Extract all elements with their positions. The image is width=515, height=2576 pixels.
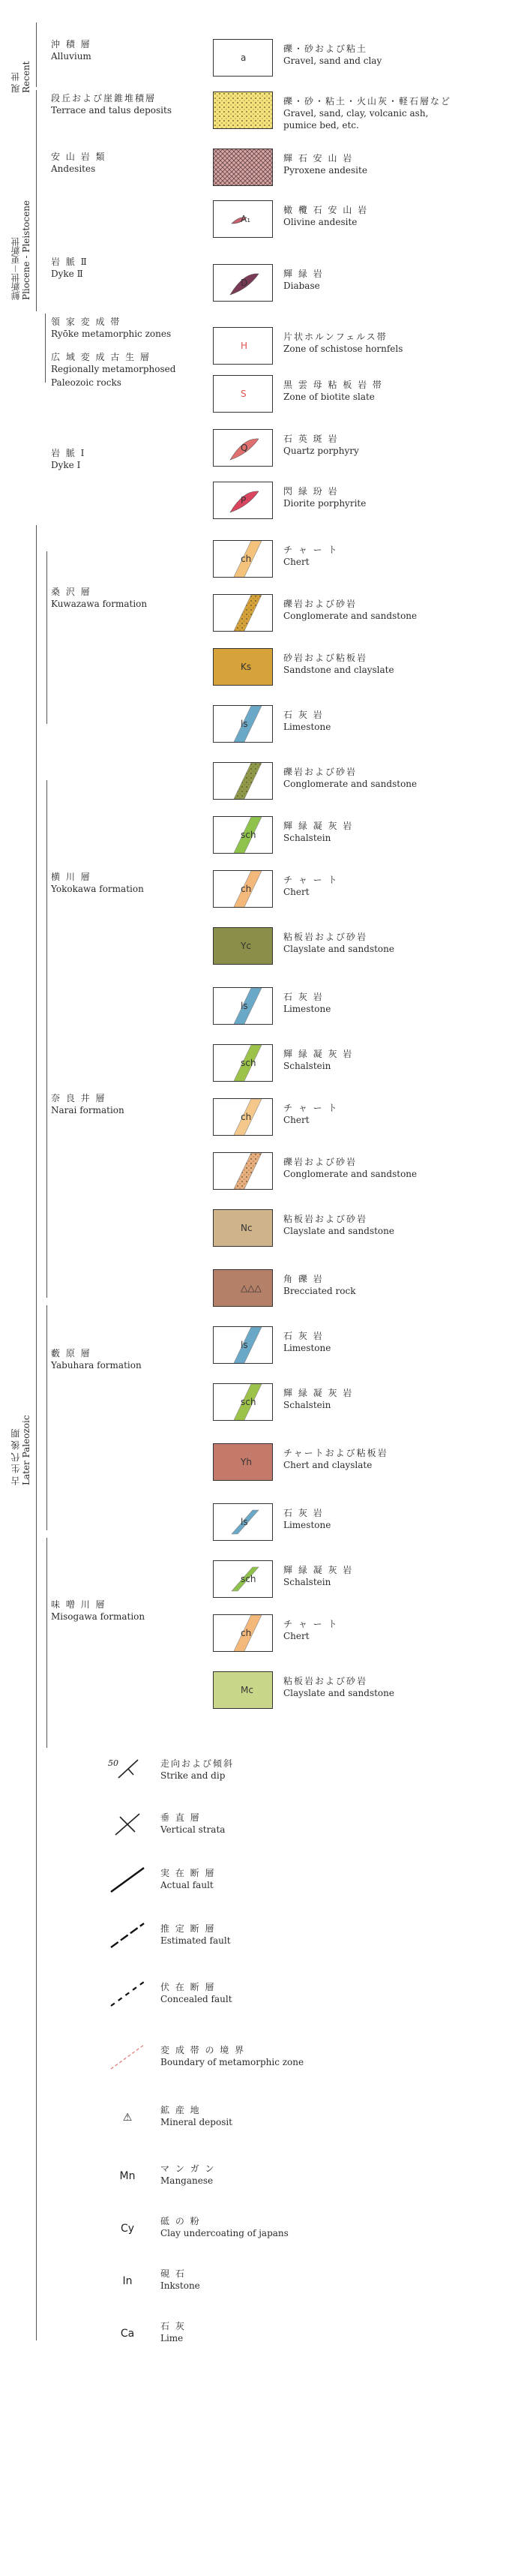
unit-en-narai: Narai formation bbox=[51, 1105, 124, 1115]
legend-desc-jp: 輝 石 安 山 岩 bbox=[283, 153, 354, 164]
unit-jp-kuwazawa: 桑 沢 層 bbox=[51, 587, 91, 597]
symbol-desc-en: Clay undercoating of japans bbox=[160, 2228, 289, 2238]
symbol-graphic bbox=[105, 1979, 150, 2009]
legend-desc-jp: チ ャ ー ト bbox=[283, 1103, 339, 1113]
legend-desc-jp: 橄 欖 石 安 山 岩 bbox=[283, 205, 369, 215]
era-label-recent bbox=[10, 26, 31, 93]
symbol-graphic bbox=[105, 1920, 150, 1950]
legend-desc-en: Limestone bbox=[283, 1343, 331, 1353]
symbol-label: Cy bbox=[120, 2223, 135, 2235]
legend-desc-jp: 輝 緑 凝 灰 岩 bbox=[283, 821, 354, 831]
symbol-desc-jp: 硯 石 bbox=[160, 2268, 186, 2279]
unit-jp-regmeta: 広 域 変 成 古 生 層 bbox=[51, 352, 151, 362]
legend-swatch bbox=[213, 927, 273, 965]
symbol-desc-jp: 変 成 帯 の 境 界 bbox=[160, 2045, 246, 2055]
legend-swatch bbox=[213, 1044, 273, 1082]
legend-desc-en: Chert bbox=[283, 887, 310, 897]
symbol-desc-en: Estimated fault bbox=[160, 1935, 231, 1946]
symbol-desc-jp: 垂 直 層 bbox=[160, 1812, 201, 1823]
legend-swatch bbox=[213, 870, 273, 908]
legend-desc-en: Conglomerate and sandstone bbox=[283, 779, 418, 789]
legend-desc-jp: チ ャ ー ト bbox=[283, 545, 339, 555]
swatch-code: Nc bbox=[241, 1223, 253, 1233]
legend-swatch bbox=[213, 375, 273, 413]
era-label-plio bbox=[10, 98, 31, 300]
legend-swatch bbox=[213, 1152, 273, 1190]
symbol-desc-en: Mineral deposit bbox=[160, 2117, 233, 2127]
legend-desc-jp: 閃 緑 玢 岩 bbox=[283, 486, 339, 497]
legend-swatch bbox=[213, 816, 273, 854]
group-brace bbox=[36, 525, 37, 2340]
symbol-label: Mn bbox=[119, 2170, 136, 2182]
legend-swatch bbox=[213, 39, 273, 77]
swatch-code: ls bbox=[241, 1340, 248, 1350]
legend-swatch bbox=[213, 1443, 273, 1481]
legend-swatch bbox=[213, 705, 273, 743]
legend-desc-en: Clayslate and sandstone bbox=[283, 1226, 394, 1236]
symbol-estimated-fault-icon bbox=[105, 1920, 150, 1950]
unit-en2-regmeta: Paleozoic rocks bbox=[51, 377, 121, 388]
fault-line bbox=[111, 1868, 144, 1892]
group-brace bbox=[36, 23, 37, 87]
swatch-code: ch bbox=[241, 884, 252, 894]
group-brace bbox=[46, 1305, 47, 1530]
swatch-code: A₁ bbox=[241, 214, 251, 224]
legend-desc-jp: チ ャ ー ト bbox=[283, 875, 339, 885]
unit-jp-terrace: 段丘および崖錐堆積層 bbox=[51, 93, 157, 104]
group-brace bbox=[45, 314, 46, 383]
legend-desc-en: Chert bbox=[283, 1631, 310, 1641]
legend-desc-en: Gravel, sand, clay, volcanic ash, bbox=[283, 108, 429, 119]
unit-jp-yabuhara: 藪 原 層 bbox=[51, 1348, 91, 1359]
legend-desc-jp: チャートおよび粘板岩 bbox=[283, 1448, 388, 1458]
symbol-graphic bbox=[105, 2160, 150, 2190]
legend-desc-en: Zone of biotite slate bbox=[283, 392, 375, 402]
symbol-graphic bbox=[105, 1865, 150, 1895]
era-jp: 現 世 bbox=[10, 72, 21, 93]
swatch-graphic bbox=[214, 595, 273, 632]
legend-desc-jp: 角 礫 岩 bbox=[283, 1274, 324, 1284]
legend-swatch bbox=[213, 149, 273, 186]
legend-desc-jp: 礫岩および砂岩 bbox=[283, 1157, 358, 1167]
swatch-code: ls bbox=[241, 719, 248, 729]
swatch-code: ch bbox=[241, 1112, 252, 1122]
symbol-mineral-deposit-icon bbox=[105, 2102, 150, 2132]
symbol-graphic bbox=[105, 2265, 150, 2295]
legend-desc-jp: 粘板岩および砂岩 bbox=[283, 1214, 368, 1224]
swatch-code: sch bbox=[241, 1058, 256, 1068]
swatch-code: sch bbox=[241, 1574, 256, 1584]
swatch-band bbox=[233, 763, 262, 800]
symbol-text-icon bbox=[105, 2265, 150, 2295]
legend-swatch bbox=[213, 200, 273, 238]
unit-en-yabuhara: Yabuhara formation bbox=[51, 1360, 142, 1371]
symbol-desc-en: Concealed fault bbox=[160, 1994, 232, 2004]
legend-desc-jp: 礫・砂・粘土・火山灰・軽石層など bbox=[283, 96, 452, 107]
swatch-code: P bbox=[241, 495, 247, 506]
legend-swatch bbox=[213, 594, 273, 632]
unit-en-ryoke: Ryōke metamorphic zones bbox=[51, 329, 172, 339]
unit-jp-andesites: 安 山 岩 類 bbox=[51, 152, 106, 162]
era-en: Later Paleozoic bbox=[21, 1415, 31, 1485]
swatch-fill bbox=[214, 92, 273, 129]
swatch-code: Mc bbox=[241, 1685, 253, 1695]
dip-tick bbox=[128, 1769, 133, 1775]
symbol-graphic bbox=[105, 2042, 150, 2072]
symbol-metamorphic-boundary-icon bbox=[105, 2042, 150, 2072]
legend-desc-en: Clayslate and sandstone bbox=[283, 944, 394, 954]
swatch-code: △△△ bbox=[241, 1283, 262, 1293]
legend-desc-en: Chert bbox=[283, 557, 310, 567]
legend-swatch bbox=[213, 540, 273, 578]
legend-swatch bbox=[213, 429, 273, 467]
legend-desc-en: Conglomerate and sandstone bbox=[283, 1169, 418, 1179]
fault-line bbox=[111, 1923, 144, 1947]
legend-swatch bbox=[213, 648, 273, 686]
swatch-graphic bbox=[214, 763, 273, 800]
swatch-code: Yc bbox=[241, 941, 251, 951]
legend-desc-jp: 石 灰 岩 bbox=[283, 992, 324, 1002]
legend-desc-en: Limestone bbox=[283, 1004, 331, 1014]
symbol-graphic bbox=[105, 1755, 150, 1785]
era-label-paleo bbox=[10, 825, 31, 1485]
swatch-graphic bbox=[214, 1153, 273, 1190]
legend-desc-jp: 石 灰 岩 bbox=[283, 1331, 324, 1341]
legend-desc-en: Diabase bbox=[283, 281, 320, 291]
legend-swatch bbox=[213, 1560, 273, 1598]
legend-swatch bbox=[213, 987, 273, 1025]
group-brace bbox=[46, 551, 47, 724]
legend-desc-en: Chert and clayslate bbox=[283, 1460, 373, 1470]
legend-desc-jp: 粘板岩および砂岩 bbox=[283, 932, 368, 942]
symbol-desc-en: Manganese bbox=[160, 2175, 214, 2186]
era-jp: 古 生 代 後 期 bbox=[10, 1428, 21, 1485]
era-en: Recent bbox=[21, 61, 31, 93]
legend-desc-jp: 輝 緑 凝 灰 岩 bbox=[283, 1049, 354, 1059]
symbol-graphic bbox=[105, 1809, 150, 1839]
legend-desc-en: Schalstein bbox=[283, 1400, 331, 1410]
symbol-desc-en: Strike and dip bbox=[160, 1770, 226, 1781]
unit-en-dyke1: Dyke Ⅰ bbox=[51, 460, 81, 470]
swatch-code: sch bbox=[241, 1397, 256, 1407]
era-en: Pliocene - Pleistocene bbox=[21, 200, 31, 300]
legend-swatch bbox=[213, 1209, 273, 1247]
symbol-desc-jp: 伏 在 断 層 bbox=[160, 1982, 216, 1992]
swatch-band bbox=[233, 595, 262, 632]
symbol-desc-jp: 実 在 断 層 bbox=[160, 1868, 216, 1878]
symbol-desc-jp: 鉱 産 地 bbox=[160, 2105, 201, 2115]
symbol-desc-en: Boundary of metamorphic zone bbox=[160, 2057, 304, 2067]
group-brace bbox=[46, 1043, 47, 1298]
unit-en-misogawa: Misogawa formation bbox=[51, 1611, 145, 1622]
legend-desc-jp: 石 灰 岩 bbox=[283, 1508, 324, 1518]
legend-desc-en: Zone of schistose hornfels bbox=[283, 344, 403, 354]
legend-desc-en: Conglomerate and sandstone bbox=[283, 611, 418, 621]
swatch-graphic bbox=[214, 149, 273, 186]
legend-desc-en: Limestone bbox=[283, 1520, 331, 1530]
legend-desc-jp: 礫岩および砂岩 bbox=[283, 767, 358, 777]
swatch-band bbox=[233, 1153, 262, 1190]
legend-swatch bbox=[213, 1383, 273, 1421]
unit-en-terrace: Terrace and talus deposits bbox=[51, 105, 172, 116]
swatch-graphic bbox=[214, 92, 273, 129]
legend-swatch bbox=[213, 327, 273, 365]
swatch-code: Q bbox=[241, 443, 248, 453]
legend-desc-jp: 石 灰 岩 bbox=[283, 710, 324, 720]
unit-en-yokokawa: Yokokawa formation bbox=[51, 884, 144, 894]
symbol-label: In bbox=[122, 2275, 133, 2287]
legend-swatch bbox=[213, 264, 273, 302]
symbol-desc-jp: 砥 の 粉 bbox=[160, 2216, 201, 2226]
unit-en-alluvium: Alluvium bbox=[51, 51, 91, 62]
legend-desc-en: Schalstein bbox=[283, 833, 331, 843]
legend-desc-jp: 輝 緑 凝 灰 岩 bbox=[283, 1388, 354, 1398]
legend-desc-en: Gravel, sand and clay bbox=[283, 56, 382, 66]
swatch-code: ch bbox=[241, 554, 252, 564]
unit-en-dyke2: Dyke Ⅱ bbox=[51, 269, 83, 279]
unit-jp-ryoke: 領 家 変 成 帯 bbox=[51, 317, 121, 327]
era-jp: 鮮新世－更新世 bbox=[10, 236, 21, 300]
symbol-desc-en: Vertical strata bbox=[160, 1824, 226, 1835]
unit-jp-dyke2: 岩 脈 Ⅱ bbox=[51, 257, 88, 267]
swatch-code: sch bbox=[241, 830, 256, 840]
symbol-strike-dip-icon bbox=[105, 1755, 150, 1785]
swatch-code: S bbox=[241, 389, 247, 399]
dip-value: 50 bbox=[108, 1758, 118, 1768]
legend-desc-en2: pumice bed, etc. bbox=[283, 120, 359, 131]
unit-jp-dyke1: 岩 脈 Ⅰ bbox=[51, 448, 86, 458]
legend-swatch bbox=[213, 482, 273, 519]
legend-desc-en: Chert bbox=[283, 1115, 310, 1125]
legend-desc-en: Sandstone and clayslate bbox=[283, 665, 394, 675]
swatch-code: D bbox=[241, 278, 248, 288]
legend-swatch bbox=[213, 1098, 273, 1136]
legend-desc-jp: 石 英 斑 岩 bbox=[283, 434, 339, 444]
symbol-desc-en: Lime bbox=[160, 2333, 184, 2343]
legend-desc-jp: 輝 緑 凝 灰 岩 bbox=[283, 1565, 354, 1575]
legend-swatch bbox=[213, 1671, 273, 1709]
legend-desc-en: Pyroxene andesite bbox=[283, 165, 367, 176]
symbol-graphic bbox=[105, 2318, 150, 2348]
symbol-desc-en: Actual fault bbox=[160, 1880, 214, 1890]
legend-swatch bbox=[213, 1614, 273, 1652]
symbol-graphic bbox=[105, 2102, 150, 2132]
fault-line bbox=[111, 1982, 144, 2006]
group-brace bbox=[46, 1538, 47, 1748]
boundary-line bbox=[111, 2045, 144, 2069]
swatch-code: ls bbox=[241, 1517, 248, 1527]
unit-jp-misogawa: 味 噌 川 層 bbox=[51, 1599, 106, 1610]
legend-desc-jp: 黒 雲 母 粘 板 岩 帯 bbox=[283, 380, 383, 390]
swatch-code: ch bbox=[241, 1628, 252, 1638]
unit-en-andesites: Andesites bbox=[51, 164, 96, 174]
swatch-code: Yh bbox=[241, 1457, 252, 1467]
symbol-desc-jp: 推 定 断 層 bbox=[160, 1923, 216, 1934]
unit-jp-alluvium: 沖 積 層 bbox=[51, 39, 91, 50]
symbol-graphic bbox=[105, 2213, 150, 2243]
group-brace bbox=[36, 90, 37, 311]
legend-desc-jp: 粘板岩および砂岩 bbox=[283, 1676, 368, 1686]
symbol-label: Ca bbox=[120, 2328, 135, 2340]
swatch-code: ls bbox=[241, 1001, 248, 1011]
symbol-desc-jp: 石 灰 bbox=[160, 2321, 186, 2331]
symbol-text-icon bbox=[105, 2213, 150, 2243]
symbol-vertical-strata-icon bbox=[105, 1809, 150, 1839]
symbol-actual-fault-icon bbox=[105, 1865, 150, 1895]
legend-desc-jp: 片状ホルンフェルス帯 bbox=[283, 332, 388, 342]
legend-swatch bbox=[213, 1269, 273, 1307]
swatch-code: Ks bbox=[241, 662, 252, 672]
legend-desc-en: Schalstein bbox=[283, 1061, 331, 1071]
legend-swatch bbox=[213, 1326, 273, 1364]
legend-desc-en: Schalstein bbox=[283, 1577, 331, 1587]
swatch-code: H bbox=[241, 341, 248, 351]
legend-desc-jp: チ ャ ー ト bbox=[283, 1619, 339, 1629]
legend-desc-en: Brecciated rock bbox=[283, 1286, 356, 1296]
legend-desc-en: Clayslate and sandstone bbox=[283, 1688, 394, 1698]
legend-desc-en: Diorite porphyrite bbox=[283, 498, 367, 509]
symbol-text-icon bbox=[105, 2318, 150, 2348]
legend-desc-en: Quartz porphyry bbox=[283, 446, 359, 456]
symbol-desc-jp: マ ン ガ ン bbox=[160, 2163, 216, 2174]
legend-desc-jp: 礫・砂および粘土 bbox=[283, 44, 368, 54]
symbol-desc-en: Inkstone bbox=[160, 2280, 200, 2291]
symbol-concealed-fault-icon bbox=[105, 1979, 150, 2009]
unit-en-regmeta: Regionally metamorphosed bbox=[51, 364, 176, 374]
swatch-fill bbox=[214, 149, 273, 186]
unit-jp-yokokawa: 横 川 層 bbox=[51, 872, 91, 882]
legend-desc-en: Limestone bbox=[283, 722, 331, 732]
legend-swatch bbox=[213, 1503, 273, 1541]
legend-swatch bbox=[213, 92, 273, 129]
legend-desc-jp: 砂岩および粘板岩 bbox=[283, 653, 368, 663]
unit-jp-narai: 奈 良 井 層 bbox=[51, 1093, 106, 1103]
symbol-text-icon bbox=[105, 2160, 150, 2190]
legend-desc-jp: 礫岩および砂岩 bbox=[283, 599, 358, 609]
legend-desc-jp: 輝 緑 岩 bbox=[283, 269, 324, 279]
swatch-code: a bbox=[241, 53, 247, 63]
legend-swatch bbox=[213, 762, 273, 800]
symbol-desc-jp: 走向および傾斜 bbox=[160, 1758, 235, 1769]
legend-desc-en: Olivine andesite bbox=[283, 217, 358, 227]
unit-en-kuwazawa: Kuwazawa formation bbox=[51, 599, 148, 609]
symbol-label: ⚠ bbox=[122, 2112, 133, 2124]
